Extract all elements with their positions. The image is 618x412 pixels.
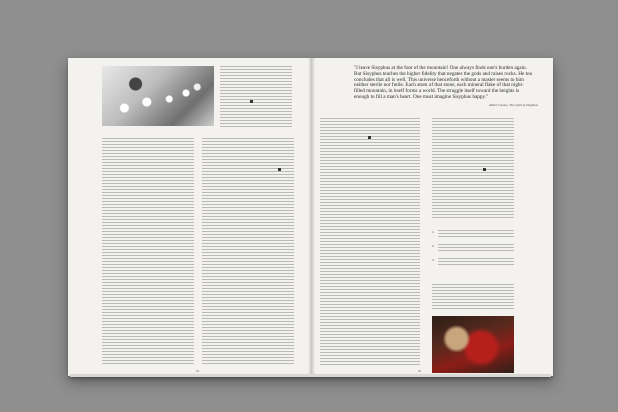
footnote-item: 3.	[432, 258, 514, 267]
right-page-column-2	[432, 118, 514, 218]
right-page-column-2-lower	[432, 284, 514, 310]
open-book-spread	[68, 58, 553, 376]
banquet-photo	[102, 66, 214, 126]
painting-photo	[432, 316, 514, 373]
left-page-column-1	[102, 138, 194, 366]
book-gutter	[308, 58, 315, 376]
text-marker	[483, 168, 486, 171]
text-marker	[278, 168, 281, 171]
left-page-column-top-right	[220, 66, 292, 128]
camus-quote: "I leave Sisyphus at the foot of the mountain! One always finds one's burden again. But Sisyphus teaches the higher fidelity that negates the gods and raises rocks. He too concludes that all is well. This universe henceforth without a master seems to him neither sterile nor futile. Each atom of that stone, each mineral flake of that night-filled mountain, in itself forms a world. The struggle itself toward the heights is enough to fill a man's heart. One must imagine Sisyphus happy."	[354, 65, 533, 100]
quote-attribution: Albert Camus, The myth of Sisyphus	[488, 103, 538, 107]
left-page-number: 24	[196, 369, 199, 373]
left-page-column-2	[202, 138, 294, 366]
text-marker	[368, 136, 371, 139]
page-edge	[70, 374, 551, 377]
right-page-column-1	[320, 118, 420, 366]
footnote-item: 2.	[432, 244, 514, 253]
text-marker	[250, 100, 253, 103]
right-page-number: 25	[418, 369, 421, 373]
footnote-item: 1.	[432, 230, 514, 239]
footnote-list	[432, 230, 514, 280]
